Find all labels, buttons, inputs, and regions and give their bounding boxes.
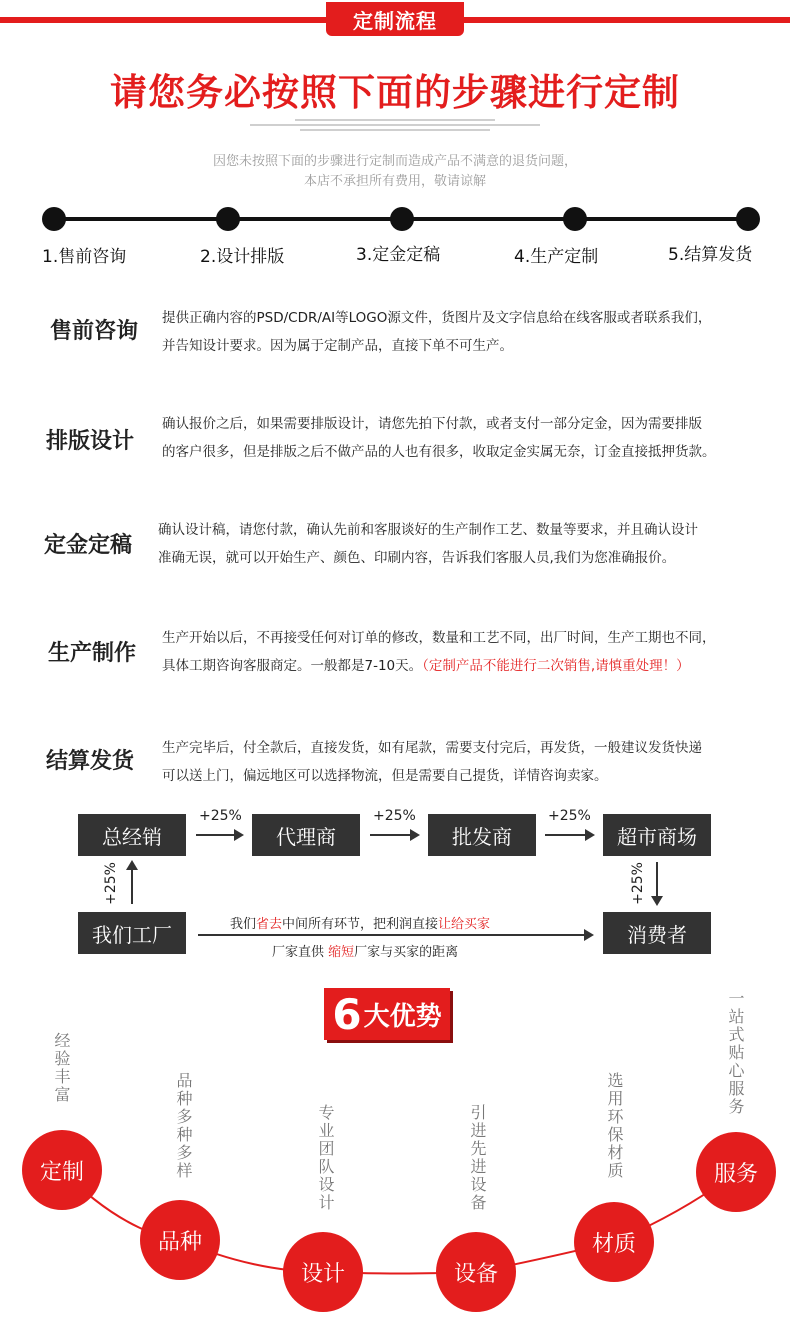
step-text-part: 具体工期咨询客服商定。一般都是7-10天。: [162, 658, 423, 674]
advantage-circle-custom: 定制: [22, 1130, 102, 1210]
step-title: 生产制作: [48, 641, 137, 666]
step-text-line: 提供正确内容的PSD/CDR/AI等LOGO源文件，货图片及文字信息给在线客服或者联系我们，: [162, 310, 712, 326]
advantage-desc: 选用环保材质: [605, 1072, 624, 1180]
step-text-line: 生产完毕后，付全款后，直接发货，如有尾款，需要支付完后，再发货，一般建议发货快递: [162, 740, 702, 756]
advantage-desc: 专业团队设计: [316, 1104, 335, 1212]
advantage-desc: 引进先进设备: [468, 1104, 487, 1212]
advantage-circle-service: 服务: [696, 1132, 776, 1212]
node-agent: 代理商: [252, 814, 360, 856]
note-highlight: 缩短: [328, 945, 355, 960]
note-part: 我们: [230, 917, 257, 932]
markup-label-vertical: +25%: [630, 862, 646, 905]
note-part: 厂家与买家的距离: [354, 945, 459, 960]
timeline-label: 2.设计排版: [200, 247, 285, 267]
markup-label: +25%: [199, 808, 242, 824]
markup-label: +25%: [548, 808, 591, 824]
markup-label-vertical: +25%: [103, 862, 119, 905]
advantage-circle-design: 设计: [283, 1232, 363, 1312]
step-text-line: 确认设计稿，请您付款，确认先前和客服谈好的生产制作工艺、数量等要求，并且确认设计: [158, 522, 698, 538]
node-supermarket: 超市商场: [603, 814, 711, 856]
badge-text: 大优势: [363, 1001, 442, 1032]
advantage-circle-material: 材质: [574, 1202, 654, 1282]
header-title: 定制流程: [326, 2, 464, 36]
step-title: 售前咨询: [50, 319, 139, 344]
notice-line-1: 因您未按照下面的步骤进行定制而造成产品不满意的退货问题，: [212, 154, 577, 169]
badge-number: 6: [332, 989, 362, 1039]
step-text-line: 确认报价之后，如果需要排版设计，请您先拍下付款，或者支付一部分定金，因为需要排版: [162, 416, 702, 432]
warning-text: （定制产品不能进行二次销售,请慎重处理！）: [422, 658, 690, 674]
notice-line-2: 本店不承担所有费用，敬请谅解: [303, 174, 486, 189]
note-highlight: 省去: [256, 917, 283, 932]
advantage-desc: 一站式贴心服务: [726, 990, 745, 1116]
note-part: 中间所有环节，把利润直接: [282, 917, 439, 932]
note-highlight: 让给买家: [438, 917, 491, 932]
step-title: 结算发货: [46, 749, 135, 774]
node-distributor: 总经销: [78, 814, 186, 856]
step-title: 定金定稿: [44, 533, 133, 558]
step-text-line: 生产开始以后，不再接受任何对订单的修改，数量和工艺不同，出厂时间，生产工期也不同，: [162, 630, 716, 646]
step-text-line: 准确无误，就可以开始生产、颜色、印刷内容，告诉我们客服人员,我们为您准确报价。: [158, 550, 676, 566]
node-factory: 我们工厂: [78, 912, 186, 954]
timeline-label: 3.定金定稿: [356, 245, 441, 265]
step-text-line: 并告知设计要求。因为属于定制产品，直接下单不可生产。: [162, 338, 513, 354]
step-text-line: 的客户很多，但是排版之后不做产品的人也有很多，收取定金实属无奈，订金直接抵押货款。: [162, 444, 716, 460]
node-wholesaler: 批发商: [428, 814, 536, 856]
advantage-circle-variety: 品种: [140, 1200, 220, 1280]
advantage-desc: 品种多种多样: [174, 1072, 193, 1180]
timeline-label: 5.结算发货: [668, 245, 753, 265]
markup-label: +25%: [373, 808, 416, 824]
page-title: 请您务必按照下面的步骤进行定制: [110, 71, 680, 114]
timeline-label: 1.售前咨询: [42, 247, 127, 267]
node-consumer: 消费者: [603, 912, 711, 954]
note-part: 厂家直供: [272, 945, 329, 960]
timeline-label: 4.生产定制: [514, 247, 599, 267]
advantage-desc: 经验丰富: [52, 1032, 71, 1104]
advantage-circle-equipment: 设备: [436, 1232, 516, 1312]
step-title: 排版设计: [46, 429, 135, 454]
step-text-line: 可以送上门，偏远地区可以选择物流，但是需要自己提货，详情咨询卖家。: [162, 768, 608, 784]
